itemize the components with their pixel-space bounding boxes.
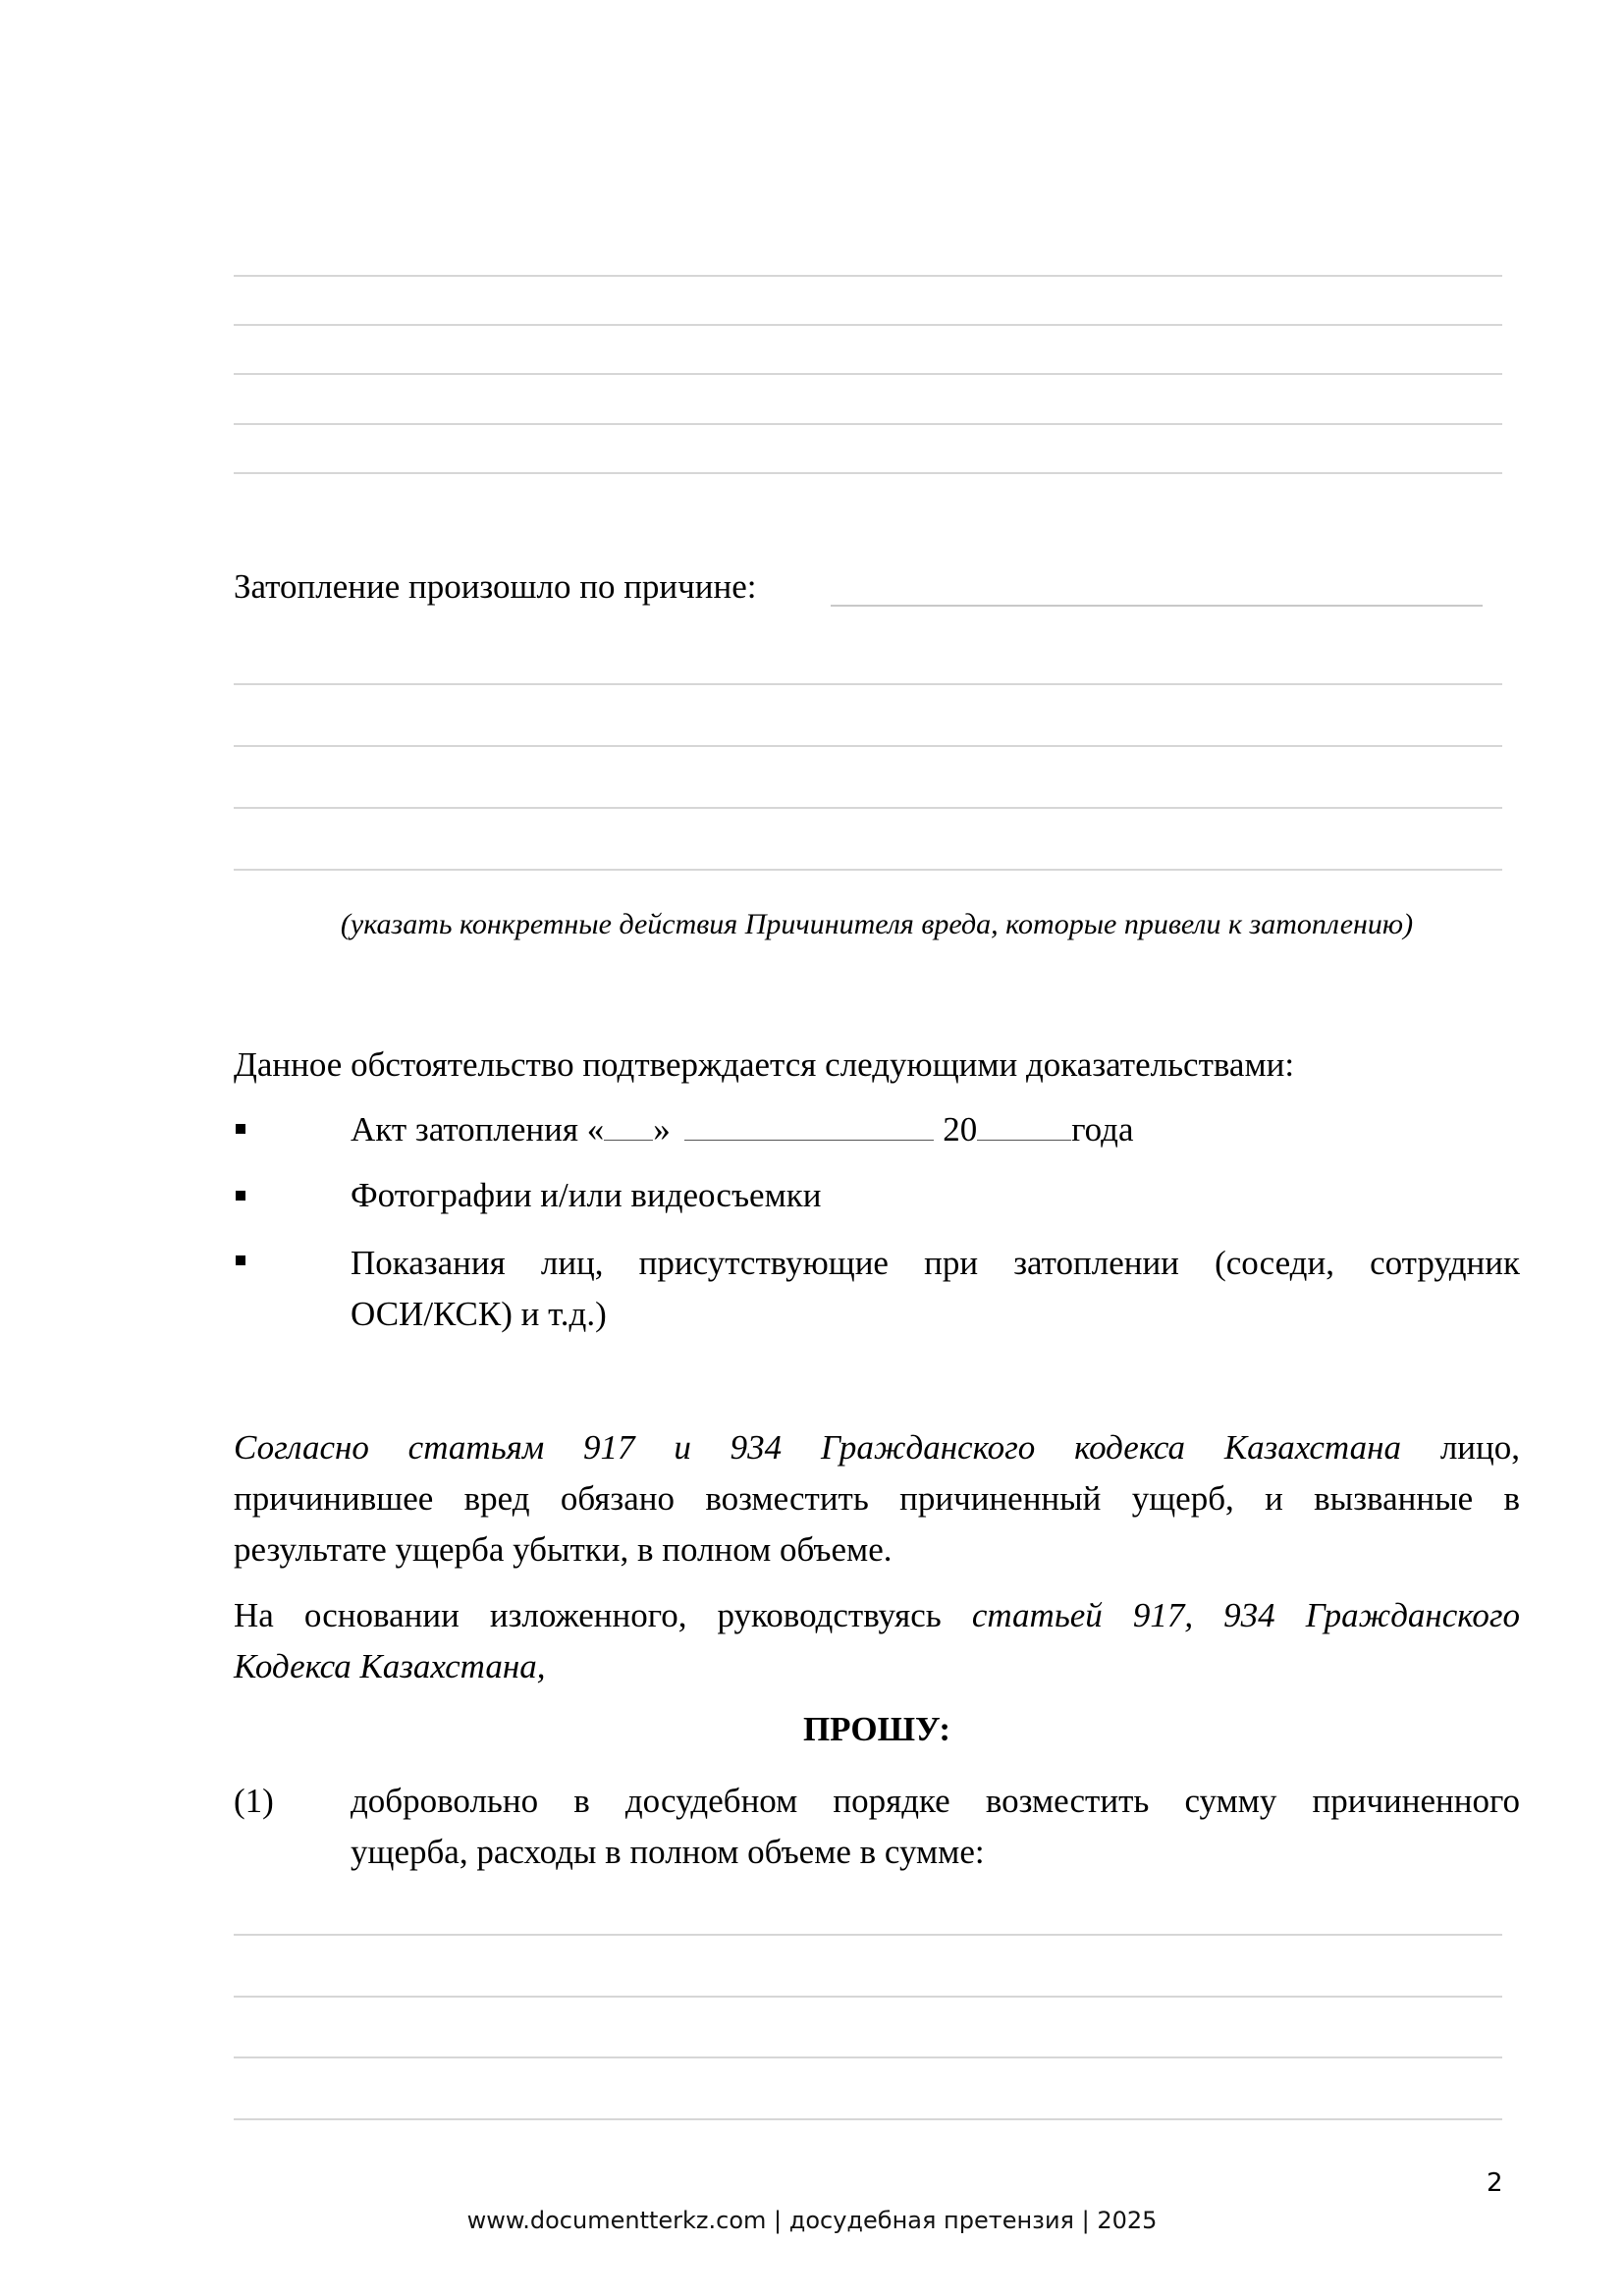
- fill-line[interactable]: [234, 745, 1502, 747]
- law-line-2: причинившее вред обязано возместить причиненный ущерб, и вызванные в: [234, 1479, 1520, 1518]
- fill-line[interactable]: [234, 683, 1502, 685]
- bullet-icon: [236, 1191, 245, 1201]
- fill-line[interactable]: [234, 1996, 1502, 1998]
- basis-citation-1: статьей 917, 934 Гражданского: [971, 1596, 1521, 1634]
- law-line-1: [234, 1422, 1520, 1473]
- page-number: 2: [1487, 2168, 1503, 2198]
- act-year-blank[interactable]: [977, 1110, 1071, 1141]
- witnesses-line-2: ОСИ/КСК) и т.д.): [351, 1295, 607, 1333]
- fill-line[interactable]: [234, 373, 1502, 375]
- basis-paragraph: [234, 1590, 1520, 1692]
- evidence-intro: Данное обстоятельство подтверждается следующими доказательствами:: [234, 1045, 1295, 1084]
- bullet-icon: [236, 1255, 245, 1265]
- evidence-item-witnesses: [351, 1238, 1520, 1340]
- fill-line[interactable]: [234, 2056, 1502, 2058]
- act-year-prefix: 20: [943, 1110, 978, 1148]
- bullet-icon: [236, 1124, 245, 1134]
- evidence-item-photos: Фотографии и/или видеосъемки: [351, 1176, 822, 1214]
- request-item-number: (1): [234, 1782, 274, 1820]
- act-prefix: Акт затопления «: [351, 1110, 605, 1148]
- fill-line[interactable]: [234, 324, 1502, 326]
- law-line-3: результате ущерба убытки, в полном объеме.: [234, 1530, 893, 1569]
- basis-line-2: [234, 1641, 1520, 1692]
- witnesses-line-1: Показания лиц, присутствующие при затоплении (соседи, сотрудник: [351, 1244, 1520, 1282]
- request-heading: ПРОШУ:: [802, 1710, 951, 1748]
- basis-line-1: [234, 1590, 1520, 1641]
- act-quote-close: »: [653, 1110, 671, 1148]
- fill-line[interactable]: [234, 869, 1502, 871]
- request-line-1: добровольно в досудебном порядке возместить сумму причиненного: [351, 1782, 1520, 1820]
- law-citation: Согласно статьям 917 и 934 Гражданского кодекса Казахстана: [234, 1428, 1401, 1467]
- fill-line[interactable]: [234, 472, 1502, 474]
- act-day-blank[interactable]: [604, 1110, 653, 1141]
- fill-line[interactable]: [234, 1934, 1502, 1936]
- cause-label: Затопление произошло по причине:: [234, 567, 757, 606]
- basis-plain: На основании изложенного, руководствуясь: [234, 1596, 972, 1634]
- basis-citation-2: Кодекса Казахстана,: [234, 1647, 546, 1685]
- fill-line[interactable]: [234, 807, 1502, 809]
- evidence-item-act: [351, 1104, 1134, 1155]
- request-item-text: [351, 1776, 1520, 1878]
- fill-line[interactable]: [234, 275, 1502, 277]
- request-line-2: ущерба, расходы в полном объеме в сумме:: [351, 1833, 985, 1871]
- act-suffix: года: [1071, 1110, 1134, 1148]
- page-footer: www.documentterkz.com | досудебная претензия | 2025: [466, 2207, 1158, 2234]
- law-paragraph: [234, 1422, 1520, 1575]
- law-line-1-tail: лицо,: [1401, 1428, 1520, 1467]
- fill-line[interactable]: [234, 423, 1502, 425]
- cause-note: (указать конкретные действия Причинителя вреда, которые привели к затоплению): [340, 908, 1414, 940]
- act-month-blank[interactable]: [684, 1110, 934, 1141]
- cause-fill-line[interactable]: [831, 605, 1483, 607]
- fill-line[interactable]: [234, 2118, 1502, 2120]
